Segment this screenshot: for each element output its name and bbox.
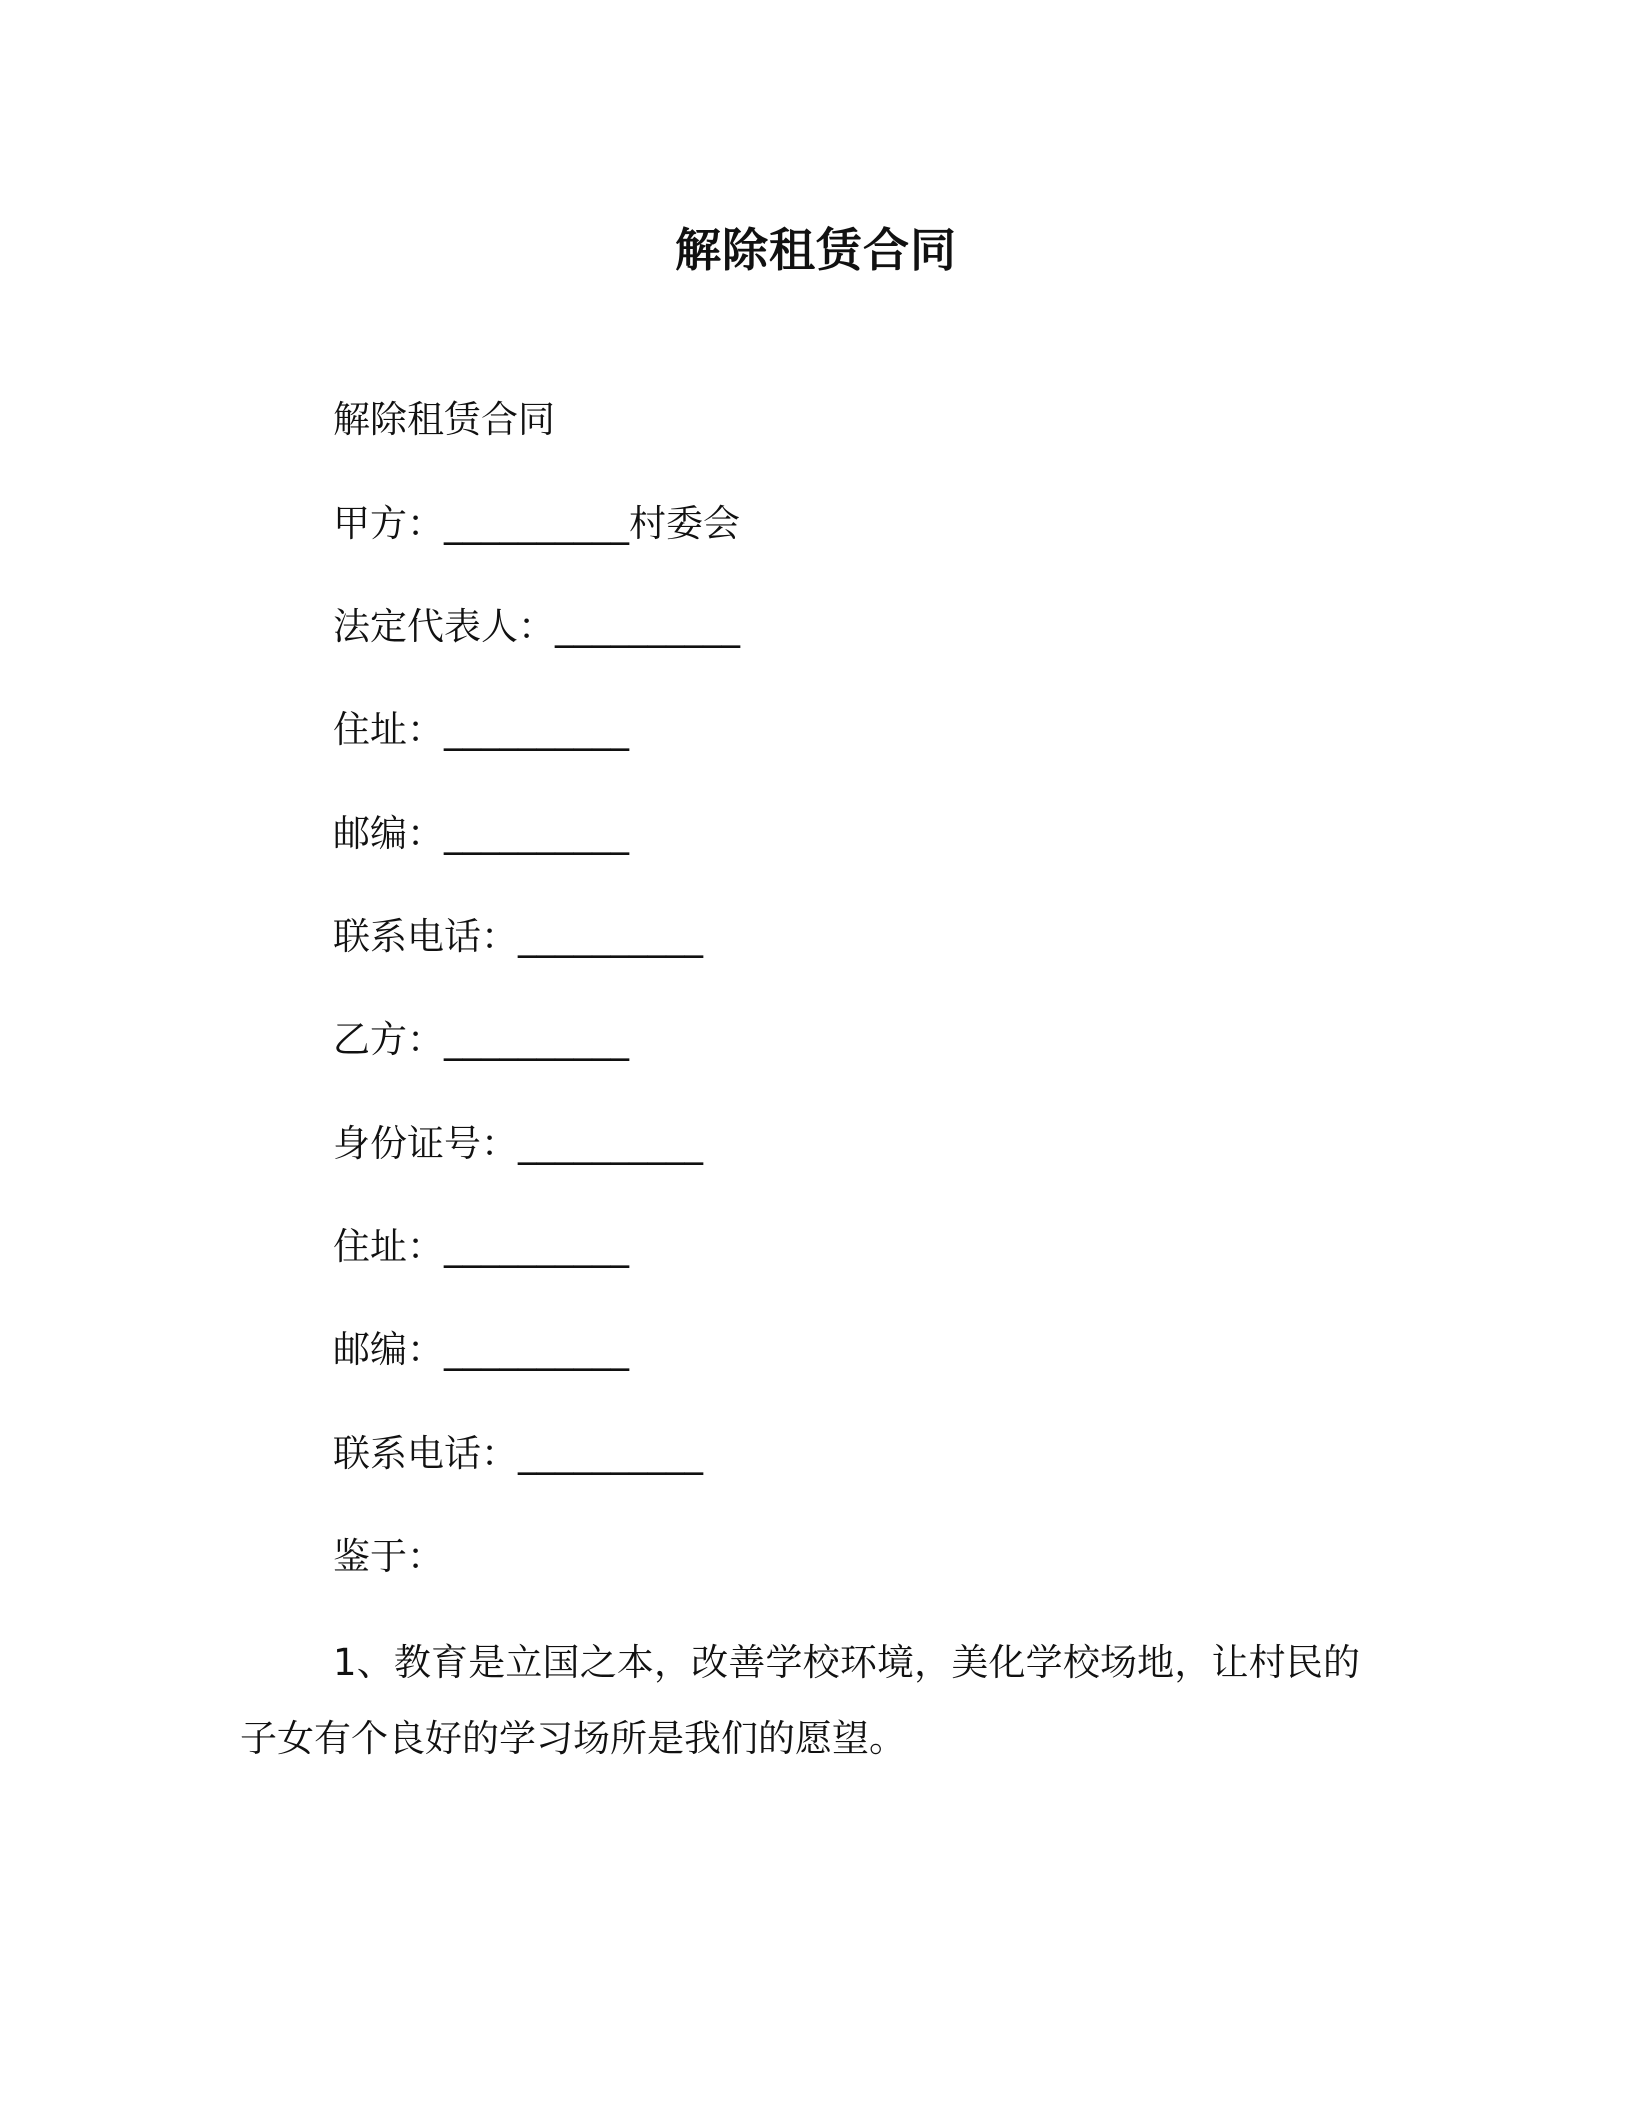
whereas-label: 鉴于： — [333, 1535, 444, 1578]
party-b-name-field: 乙方：__________ — [333, 1018, 629, 1061]
party-a-name-field: 甲方：__________村委会 — [333, 502, 740, 545]
party-b-address-field: 住址：__________ — [333, 1225, 629, 1268]
clause-1-paragraph: 1、教育是立国之本，改善学校环境，美化学校场地，让村民的子女有个良好的学习场所是我们的愿望。 — [240, 1641, 1360, 1760]
party-a-address-field: 住址：__________ — [333, 708, 629, 751]
party-b-id-field: 身份证号：__________ — [333, 1122, 703, 1165]
party-a-postcode-field: 邮编：__________ — [333, 812, 629, 855]
document-subtitle: 解除租赁合同 — [333, 398, 555, 441]
party-a-legal-rep-field: 法定代表人：__________ — [333, 605, 740, 648]
party-b-phone-field: 联系电话：__________ — [333, 1432, 703, 1475]
document-title: 解除租赁合同 — [675, 223, 957, 277]
party-b-postcode-field: 邮编：__________ — [333, 1328, 629, 1371]
party-a-phone-field: 联系电话：__________ — [333, 915, 703, 958]
